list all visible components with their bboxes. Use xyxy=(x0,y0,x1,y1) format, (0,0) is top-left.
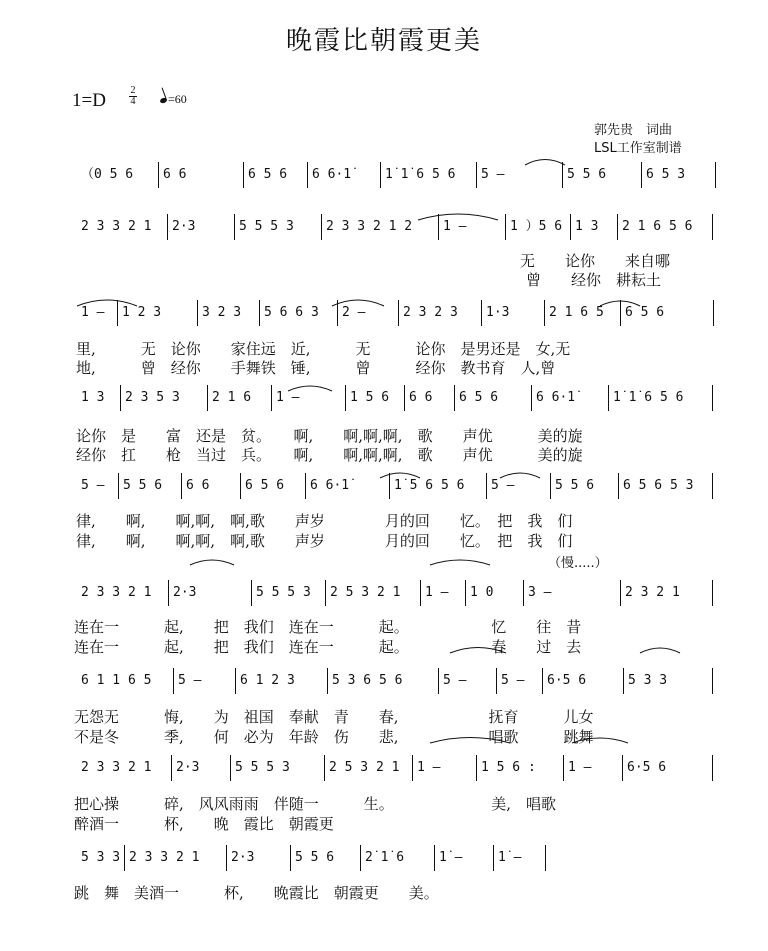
barline xyxy=(608,385,609,411)
barline xyxy=(641,162,642,188)
measure: 3 2 3 xyxy=(202,305,242,320)
measure: 5 5 5 3 xyxy=(256,585,311,600)
barline xyxy=(389,473,390,499)
barline xyxy=(345,385,346,411)
barline xyxy=(438,668,439,694)
slur xyxy=(190,560,234,565)
staff-system xyxy=(0,300,768,330)
barline xyxy=(305,473,306,499)
barline xyxy=(398,300,399,326)
measure: 5 5 6 xyxy=(123,478,163,493)
measure: 1̇ 5 6 5 6 xyxy=(394,478,465,493)
lyric-line7-verse2: 不是冬 季, 何 必为 年龄 伤 悲, 唱歌 跳舞 xyxy=(74,728,594,746)
lyric-line4-verse1: 论你 是 富 还是 贫。 啊, 啊,啊,啊, 歌 声优 美的旋 xyxy=(76,427,583,445)
measure: 5 5 6 xyxy=(295,850,335,865)
measure: 2 5 3 2 1 xyxy=(330,585,401,600)
measure: 6 6 xyxy=(186,478,210,493)
measure: 6 6·1̇ xyxy=(310,478,350,493)
staff-system xyxy=(0,473,768,503)
barline xyxy=(240,473,241,499)
barline xyxy=(321,214,322,240)
measure: 1 — xyxy=(443,219,467,234)
measure: 5 — xyxy=(81,478,105,493)
barline xyxy=(617,214,618,240)
measure: 6 6·1̇ xyxy=(312,167,352,182)
quarter-note-icon xyxy=(159,97,167,104)
page-title: 晚霞比朝霞更美 xyxy=(285,26,482,56)
measure: 1 — xyxy=(276,390,300,405)
measure: 1 5 6 xyxy=(350,390,390,405)
tempo-marking xyxy=(160,92,187,107)
tempo-value: =60 xyxy=(168,92,187,106)
staff-system xyxy=(0,214,768,244)
barline xyxy=(173,668,174,694)
barline xyxy=(563,755,564,781)
barline xyxy=(420,580,421,606)
measure: 5 5 5 3 xyxy=(235,760,290,775)
measure: 1 0 xyxy=(470,585,494,600)
barline xyxy=(715,162,716,188)
measure: 1 3 xyxy=(575,219,599,234)
barline xyxy=(622,755,623,781)
barline xyxy=(251,580,252,606)
staff-system xyxy=(0,385,768,415)
lyric-line8-verse1: 把心操 碎, 风风雨雨 伴随一 生。 美, 唱歌 xyxy=(74,795,557,813)
barline xyxy=(226,845,227,871)
barline xyxy=(476,162,477,188)
measure: 2 5 3 2 1 xyxy=(329,760,400,775)
measure: 1 2 3 xyxy=(122,305,162,320)
lyric-intro-verse2: 曾 经你 耕耘土 xyxy=(526,271,662,289)
measure: 5 5 6 xyxy=(555,478,595,493)
barline xyxy=(380,162,381,188)
measure: 3 — xyxy=(528,585,552,600)
lyric-line8-verse2: 醉酒一 杯, 晚 霞比 朝霞更 xyxy=(74,815,334,833)
barline xyxy=(117,300,118,326)
barline xyxy=(271,385,272,411)
barline xyxy=(712,473,713,499)
barline xyxy=(542,668,543,694)
barline xyxy=(620,580,621,606)
barline xyxy=(620,300,621,326)
lyric-line3-verse2: 地, 曾 经你 手舞铁 锤, 曾 经你 教书育 人,曾 xyxy=(76,359,556,377)
barline xyxy=(712,385,713,411)
measure: 1̇ — xyxy=(439,850,463,865)
barline xyxy=(412,755,413,781)
slur xyxy=(430,560,490,565)
lyric-line5-verse2: 律, 啊, 啊,啊, 啊,歌 声岁 月的回 忆。 把 我 们 xyxy=(76,532,573,550)
barline xyxy=(438,214,439,240)
barline xyxy=(235,668,236,694)
barline xyxy=(550,473,551,499)
measure: 1̇ 1̇ 6 5 6 xyxy=(613,390,684,405)
barline xyxy=(230,755,231,781)
measure: 2 1 6 xyxy=(212,390,252,405)
barline xyxy=(120,385,121,411)
measure: 6 5 3 xyxy=(646,167,686,182)
barline xyxy=(562,162,563,188)
measure: 6 5 6 xyxy=(245,478,285,493)
barline xyxy=(197,300,198,326)
barline xyxy=(712,580,713,606)
barline xyxy=(454,385,455,411)
lyric-line9: 跳 舞 美酒一 杯, 晚霞比 朝霞更 美。 xyxy=(74,884,439,902)
lyric-line7-verse1: 无怨无 悔, 为 祖国 奉献 青 春, 抚育 儿女 xyxy=(74,708,594,726)
measure: 1̇ — xyxy=(498,850,522,865)
measure: 2̇ 1̇ 6 xyxy=(365,850,405,865)
key-signature: 1=D xyxy=(72,90,106,111)
barline xyxy=(337,300,338,326)
measure: 5 5 5 3 xyxy=(239,219,294,234)
barline xyxy=(171,755,172,781)
barline xyxy=(713,300,714,326)
measure: 6·5 6 xyxy=(547,673,587,688)
measure: 2 — xyxy=(342,305,366,320)
measure: 2 3 3 2 1 xyxy=(129,850,200,865)
barline xyxy=(118,473,119,499)
lyric-line4-verse2: 经你 扛 枪 当过 兵。 啊, 啊,啊,啊, 歌 声优 美的旋 xyxy=(76,446,583,464)
barline xyxy=(158,162,159,188)
barline xyxy=(505,214,506,240)
lyric-line5-verse1: 律, 啊, 啊,啊, 啊,歌 声岁 月的回 忆。 把 我 们 xyxy=(76,512,573,530)
credit-composer: 郭先贵 词曲 xyxy=(594,123,673,138)
time-signature-top: 2 xyxy=(130,85,136,96)
staff-system xyxy=(0,668,768,698)
measure: 5 — xyxy=(491,478,515,493)
barline xyxy=(124,845,125,871)
measure: 5 — xyxy=(178,673,202,688)
lyric-line6-verse1: 连在一 起, 把 我们 连在一 起。 忆 往 昔 xyxy=(74,618,582,636)
measure: 2·3 xyxy=(176,760,200,775)
measure: 1 — xyxy=(568,760,592,775)
barline xyxy=(493,845,494,871)
barline xyxy=(712,668,713,694)
measure: 2·3 xyxy=(172,219,196,234)
measure: 5 — xyxy=(501,673,525,688)
barline xyxy=(167,214,168,240)
measure: 2 3 2 3 xyxy=(403,305,458,320)
measure: 1·3 xyxy=(486,305,510,320)
lyric-line3-verse1: 里, 无 论你 家住远 近, 无 论你 是男还是 女,无 xyxy=(76,340,571,358)
barline xyxy=(570,214,571,240)
barline xyxy=(324,755,325,781)
barline xyxy=(481,300,482,326)
measure: 6·5 6 xyxy=(627,760,667,775)
measure: 2 1 6 5 6 xyxy=(622,219,693,234)
barline xyxy=(618,473,619,499)
barline xyxy=(623,668,624,694)
staff-system xyxy=(0,162,768,192)
barline xyxy=(307,162,308,188)
measure: 5 3 6 5 6 xyxy=(332,673,403,688)
measure: 1 — xyxy=(81,305,105,320)
staff-system xyxy=(0,755,768,785)
measure: 2 3 3 2 1 xyxy=(81,760,152,775)
lyric-line6-verse2: 连在一 起, 把 我们 连在一 起。 春 过 去 xyxy=(74,638,582,656)
measure: 5 6 6 3 xyxy=(264,305,319,320)
measure: 5 — xyxy=(481,167,505,182)
measure: 1 — xyxy=(417,760,441,775)
barline xyxy=(243,162,244,188)
barline xyxy=(712,214,713,240)
barline xyxy=(544,300,545,326)
measure: 5 3 3 xyxy=(81,850,121,865)
barline xyxy=(168,580,169,606)
barline xyxy=(496,668,497,694)
barline xyxy=(207,385,208,411)
barline xyxy=(404,385,405,411)
measure: 2 3 3 2 1 xyxy=(81,219,152,234)
barline xyxy=(181,473,182,499)
measure: 5 — xyxy=(443,673,467,688)
measure: 6 6·1̇ xyxy=(536,390,576,405)
barline xyxy=(234,214,235,240)
measure: 1 ）5 6 xyxy=(510,219,563,234)
measure: 6 5 6 5 3 xyxy=(623,478,694,493)
barline xyxy=(465,580,466,606)
barline xyxy=(523,580,524,606)
measure: 6 5 6 xyxy=(625,305,665,320)
barline xyxy=(486,473,487,499)
measure: 6 6 xyxy=(409,390,433,405)
measure: 1 5 6 : xyxy=(481,760,536,775)
measure: 6 6 xyxy=(163,167,187,182)
measure: 2·3 xyxy=(231,850,255,865)
measure: （0 5 6 xyxy=(81,167,134,182)
measure: 6 5 6 xyxy=(459,390,499,405)
measure: 2 3 3 2 1 2 xyxy=(326,219,413,234)
barline xyxy=(545,845,546,871)
barline xyxy=(325,580,326,606)
measure: 2 3 3 2 1 xyxy=(81,585,152,600)
barline xyxy=(360,845,361,871)
tempo-instruction-slow: （慢.....） xyxy=(548,556,608,571)
time-signature xyxy=(128,86,138,107)
measure: 2 1 6 5 xyxy=(549,305,604,320)
time-signature-bottom: 4 xyxy=(130,96,136,107)
barline xyxy=(290,845,291,871)
measure: 2 3 2 1 xyxy=(625,585,680,600)
measure: 6 1 2 3 xyxy=(240,673,295,688)
barline xyxy=(531,385,532,411)
measure: 1 — xyxy=(425,585,449,600)
barline xyxy=(434,845,435,871)
staff-system xyxy=(0,845,768,875)
lyric-intro-verse1: 无 论你 来自哪 xyxy=(520,252,671,270)
barline xyxy=(712,755,713,781)
staff-system xyxy=(0,580,768,610)
credit-transcriber: LSL工作室制谱 xyxy=(594,141,682,156)
measure: 1̇ 1̇ 6 5 6 xyxy=(385,167,456,182)
measure: 6 5 6 xyxy=(248,167,288,182)
measure: 1 3 xyxy=(81,390,105,405)
measure: 2 3 5 3 xyxy=(125,390,180,405)
measure: 6 1 1 6 5 xyxy=(81,673,152,688)
barline xyxy=(259,300,260,326)
barline xyxy=(476,755,477,781)
barline xyxy=(327,668,328,694)
measure: 5 3 3 xyxy=(628,673,668,688)
measure: 5 5 6 xyxy=(567,167,607,182)
measure: 2·3 xyxy=(173,585,197,600)
